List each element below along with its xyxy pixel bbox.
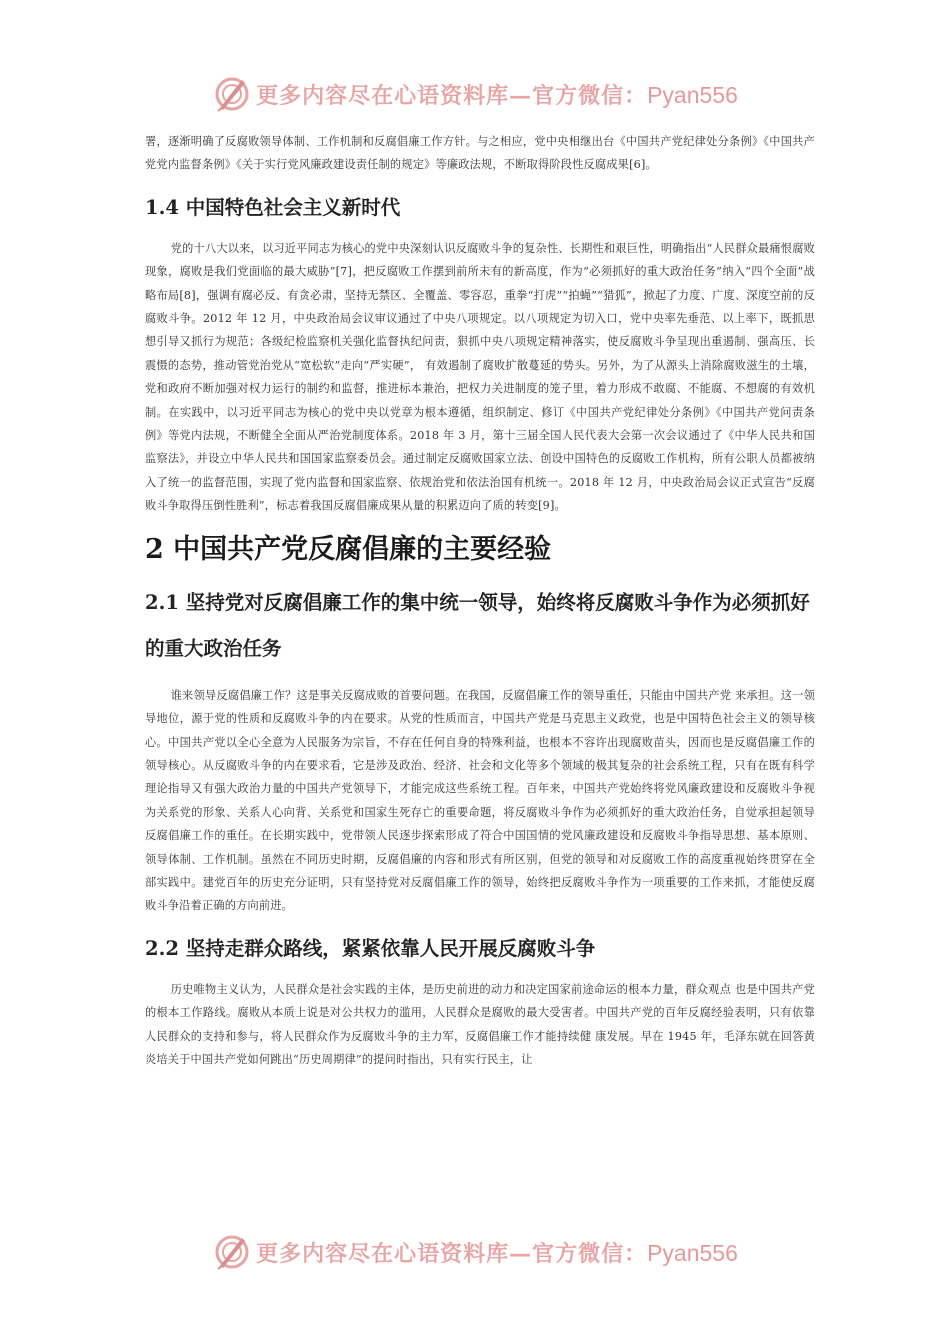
watermark-text: 更多内容尽在心语资料库—官方微信：Pyan556 xyxy=(256,1239,738,1267)
quill-logo-icon xyxy=(212,1232,252,1272)
watermark-banner-top xyxy=(0,72,950,116)
watermark-text: 更多内容尽在心语资料库—官方微信：Pyan556 xyxy=(256,81,738,109)
heading-2-1: 2.1 坚持党对反腐倡廉工作的集中统一领导，始终将反腐败斗争作为必须抓好的重大政治任务 xyxy=(145,590,810,660)
chapter-2-heading: 2 中国共产党反腐倡廉的主要经验 xyxy=(145,533,552,565)
paragraph-1-4: 党的十八大以来，以习近平同志为核心的党中央深刻认识反腐败斗争的复杂性、长期性和艰巨性，明确指出“人民群众最痛恨腐败现象，腐败是我们党面临的最大威胁”[7]，把反腐败工作摆到前所未有的新高度，作为“必须抓好的重大政治任务”纳入“四个全面”战略布局[8]，强调有腐必反、有贪必肃，坚持无禁区、全覆盖、零容忍，重拳“打虎”“拍蝇”“猎狐”，掀起了力度、广度、深度空前的反腐败斗争。2012 年 12 月，中央政治局会议审议通过了中央八项规定。以八项规定为切入口，党中央率先垂范、以上率下，既抓思想引导又抓行为规范；各级纪检监察机关强化监督执纪问责，狠抓中央八项规定精神落实，使反腐败斗争呈现出重遏制、强高压、长震慑的态势，推动管党治党从“宽松软”走向“严实硬”， 有效遏制了腐败扩散蔓延的势头。另外，为了从源头上消除腐败滋生的土壤，党和政府不断加强对权力运行的制约和监督，推进标本兼治，把权力关进制度的笼子里，着力形成不敢腐、不能腐、不想腐的有效机制。在实践中，以习近平同志为核心的党中央以党章为根本遵循，组织制定、修订《中国共产党纪律处分条例》《中国共产党问责条例》等党内法规，不断健全全面从严治党制度体系。2018 年 3 月，第十三届全国人民代表大会第一次会议通过了《中华人民共和国 监察法》，并设立中华人民共和国国家监察委员会。通过制定反腐败国家立法、创设中国特色的反腐败工作机构，所有公职人员都被纳入了统一的监督范围，实现了党内监督和国家监察、依规治党和依法治国有机统一。2018 年 12 月，中央政治局会议正式宣告“反腐败斗争取得压倒性胜利”，标志着我国反腐倡廉成果从量的积累迈向了质的转变[9]。 xyxy=(145,241,815,513)
watermark-banner-bottom xyxy=(0,1230,950,1274)
quill-logo-icon xyxy=(212,74,252,114)
paragraph-2-1: 谁来领导反腐倡廉工作？这是事关反腐成败的首要问题。在我国，反腐倡廉工作的领导重任，只能由中国共产党 来承担。这一领导地位，源于党的性质和反腐败斗争的内在要求。从党的性质而言，中国共产党是马克思主义政党，也是中国特色社会主义的领导核心。中国共产党以全心全意为人民服务为宗旨，不存在任何自身的特殊利益，也根本不容许出现腐败苗头，因而也是反腐倡廉工作的领导核心。从反腐败斗争的内在要求看，它是涉及政治、经济、社会和文化等多个领域的极其复杂的社会系统工程，只有在既有科学理论指导又有强大政治力量的中国共产党领导下，才能完成这些系统工程。百年来，中国共产党始终将党风廉政建设和反腐败斗争视为关系党的形象、关系人心向背、关系党和国家生死存亡的重要命题，将反腐败斗争作为必须抓好的重大政治任务，自觉承担起领导反腐倡廉工作的重任。在长期实践中，党带领人民逐步探索形成了符合中国国情的党风廉政建设和反腐败斗争指导思想、基本原则、领导体制、工作机制。虽然在不同历史时期，反腐倡廉的内容和形式有所区别，但党的领导和对反腐败工作的高度重视始终贯穿在全部实践中。建党百年的历史充分证明，只有坚持党对反腐倡廉工作的领导，始终把反腐败斗争作为一项重要的工作来抓，才能使反腐败斗争沿着正确的方向前进。 xyxy=(145,688,815,913)
paragraph-2-2: 历史唯物主义认为，人民群众是社会实践的主体，是历史前进的动力和决定国家前途命运的根本力量，群众观点 也是中国共产党的根本工作路线。腐败从本质上说是对公共权力的滥用，人民群众是腐败的最大受害者。中国共产党的百年反腐经验表明，只有依靠人民群众的支持和参与，将人民群众作为反腐败斗争的主力军，反腐倡廉工作才能持续健 康发展。早在 1945 年，毛泽东就在回答黄炎培关于中国共产党如何跳出“历史周期律”的提问时指出，只有实行民主，让 xyxy=(145,982,815,1066)
heading-1-4: 1.4 中国特色社会主义新时代 xyxy=(145,195,401,219)
paragraph-top: 署，逐渐明确了反腐败领导体制、工作机制和反腐倡廉工作方针。与之相应，党中央相继出台《中国共产党纪律处分条例》《中国共产党党内监督条例》《关于实行党风廉政建设责任制的规定》等廉政法规，不断取得阶段性反腐成果[6]。 xyxy=(145,135,815,172)
document-body xyxy=(145,128,815,1071)
heading-2-2: 2.2 坚持走群众路线，紧紧依靠人民开展反腐败斗争 xyxy=(145,936,596,960)
